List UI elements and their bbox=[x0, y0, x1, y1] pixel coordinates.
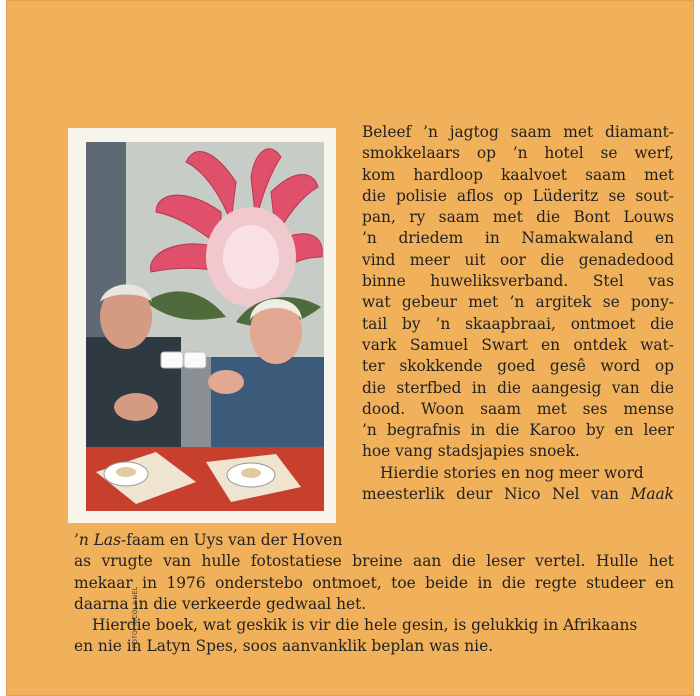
blurb-column bbox=[362, 122, 674, 505]
blurb-line: vark Samuel Swart en ontdek wat- bbox=[362, 335, 674, 354]
blurb-line: ter skokkende goed gesê word op bbox=[362, 357, 674, 376]
blurb-line: kom hardloop kaalvoet saam met bbox=[362, 165, 674, 184]
blurb-line: Hierdie boek, wat geskik is vir die hele gesin, is gelukkig in Afrikaans bbox=[92, 616, 638, 635]
blurb-line bbox=[362, 484, 674, 505]
blurb-full-width bbox=[74, 530, 674, 658]
photo-credit: FOTO: NICOLA NEL bbox=[133, 586, 139, 648]
book-title-italic: Maak bbox=[630, 485, 674, 504]
blurb-line: dood. Woon saam met ses mense bbox=[362, 399, 674, 418]
blurb-line: mekaar in 1976 onderstebo ontmoet, toe beide in die regte studeer en bbox=[74, 573, 674, 592]
blurb-line: Beleef ’n jagtog saam met diamant- bbox=[362, 123, 674, 141]
blurb-line: vind meer uit oor die genadedood bbox=[362, 250, 674, 269]
blurb-line: wat gebeur met ’n argitek se pony- bbox=[362, 293, 674, 312]
blurb-line: ’n begrafnis in die Karoo by en leer bbox=[362, 421, 674, 440]
blurb-line: en nie in Latyn Spes, soos aanvanklik beplan was nie. bbox=[74, 637, 494, 656]
blurb-line: Hierdie stories en nog meer word bbox=[380, 463, 644, 482]
blurb-line: as vrugte van hulle fotostatiese breine aan die leser vertel. Hulle het bbox=[74, 552, 674, 571]
blurb-line: daarna in die verkeerde gedwaal het. bbox=[74, 594, 367, 613]
blurb-line: die sterfbed in die aangesig van die bbox=[362, 378, 674, 397]
author-photo bbox=[86, 142, 324, 511]
blurb-text: -faam en Uys van der Hoven bbox=[121, 531, 343, 549]
blurb-line: smokkelaars op ’n hotel se werf, bbox=[362, 144, 674, 163]
blurb-line bbox=[74, 530, 674, 551]
photo-illustration bbox=[86, 142, 324, 511]
blurb-line: hoe vang stadsjapies snoek. bbox=[362, 442, 580, 461]
blurb-text: meesterlik deur Nico Nel van bbox=[362, 485, 631, 504]
blurb-line: die polisie aflos op Lüderitz se sout- bbox=[362, 186, 674, 205]
book-title-italic: ’n Las bbox=[74, 531, 121, 549]
book-back-cover bbox=[6, 0, 694, 696]
blurb-line: pan, ry saam met die Bont Louws bbox=[362, 208, 674, 227]
blurb-line: tail by ’n skaapbraai, ontmoet die bbox=[362, 314, 674, 333]
blurb-line: binne huweliksverband. Stel vas bbox=[362, 272, 674, 291]
blurb-line: ’n driedem in Namakwaland en bbox=[362, 229, 674, 248]
